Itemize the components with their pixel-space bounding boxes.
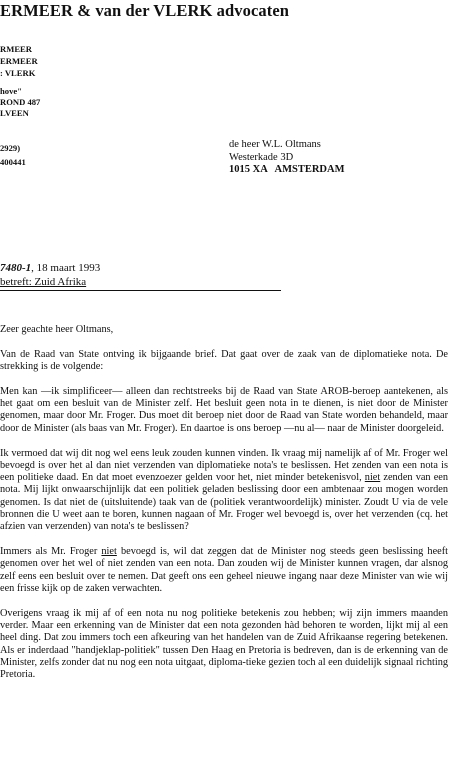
subject-line: betreft: Zuid Afrika	[0, 276, 87, 288]
paragraph: Ik vermoed dat wij dit nog wel eens leuk zouden kunnen vinden. Ik vraag mij namelijk af of Mr. Froger wel bevoegd is over het al dan niet verzenden van diplomatieke nota's te beslissen. Het zenden van een nota is een politieke daad. En dat moet evenzoezer gelden voor het, niet minder betekenisvol, niet zenden van een nota. Mij lijkt onwaarschijnlijk dat een politiek geladen beslissing door een ambtenaar zou mogen worden genomen. Is dat niet de (uitsluitende) taak van de (politiek verantwoordelijk) minister. Zoudt U via de vele bronnen die U weet aan te boren, kunnen nagaan of Mr. Froger wel bevoegd is, over het verzenden (cq. het afzien van verzenden) van nota's te beslissen?	[0, 447, 448, 533]
paragraph: Men kan —ik simplificeer— alleen dan rechtstreeks bij de Raad van State AROB-beroep aantekenen, als het gaat om een besluit van de Minister zelf. Het besluit geen nota in te dienen, is niet door de Minister genomen, maar door Mr. Froger. Dus moet dit beroep niet door de Raad van State worden behandeld, maar door de Minister (als baas van Mr. Froger). En daartoe is ons beroep —nu al— naar de Minister doorgeleid.	[0, 385, 448, 434]
letterhead-line: 400441	[0, 157, 26, 167]
firm-name: ERMEER & van der VLERK advocaten	[0, 1, 290, 20]
recipient-name: de heer W.L. Oltmans	[229, 139, 321, 150]
letter-date: , 18 maart 1993	[31, 262, 101, 274]
reference-line	[0, 262, 100, 274]
letterhead-line: ROND 487	[0, 97, 41, 107]
letterhead-line: LVEEN	[0, 108, 29, 118]
reference-number: 7480-1	[0, 262, 32, 274]
letter-body	[0, 324, 448, 694]
letterhead-line: ERMEER	[0, 56, 38, 66]
recipient-street: Westerkade 3D	[229, 151, 294, 163]
letterhead-line: hove"	[0, 86, 22, 96]
emphasis-underline: niet	[364, 472, 381, 484]
letterhead-line: RMEER	[0, 44, 32, 54]
salutation: Zeer geachte heer Oltmans,	[0, 324, 114, 335]
subject-rule	[0, 290, 281, 291]
letterhead-line: : VLERK	[0, 68, 36, 78]
paragraph: Overigens vraag ik mij af of een nota nu nog politieke betekenis zou hebben; wij zijn immers maanden verder. Maar een erkenning van de Minister dat een nota gezonden hàd behoren te worden, lijkt mij al een heel ding. Dat zou immers toch een afkeuring van het handelen van de Zuid Afrikaanse regering betekenen. Als er inderdaad "handjeklap-politiek" tussen Den Haag en Pretoria is bedreven, dan is de erkenning van de Minister, zelfs zonder dat nu nog een nota uitgaat, diploma-tieke gezien toch al een duidelijk signaal richting Pretoria.	[0, 607, 448, 681]
recipient-city: 1015 XA AMSTERDAM	[229, 164, 345, 175]
paragraph: Van de Raad van State ontving ik bijgaande brief. Dat gaat over de zaak van de diplomatieke nota. De strekking is de volgende:	[0, 348, 448, 373]
recipient-address	[229, 139, 345, 177]
emphasis-underline: niet	[101, 546, 117, 558]
letterhead-line: 2929)	[0, 143, 21, 153]
paragraph: Immers als Mr. Froger niet bevoegd is, wil dat zeggen dat de Minister nog steeds geen beslissing heeft genomen over het wel of niet zenden van een nota. Dan zouden wij de Minister kunnen vragen, dar alsnog zelf eens een besluit over te nemen. Dat geeft ons een geheel nieuwe ingang naar deze Minister van wie wij een frisse kijk op de zaken verwachten.	[0, 546, 449, 595]
